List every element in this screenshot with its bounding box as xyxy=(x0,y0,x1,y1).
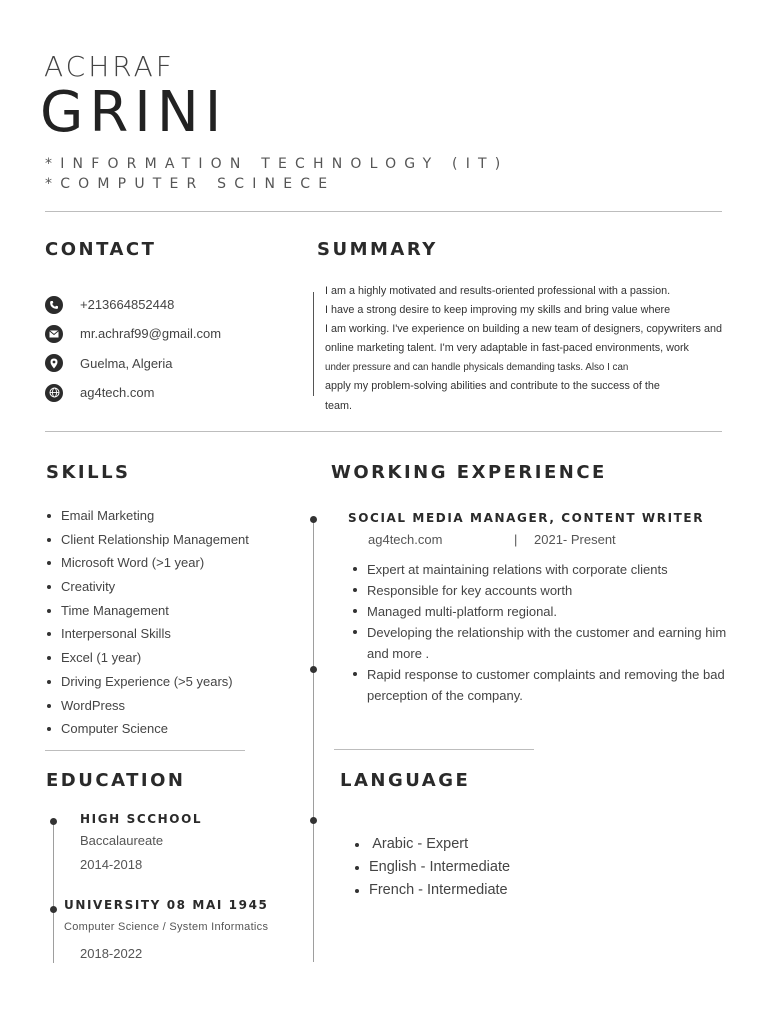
summary-text xyxy=(325,282,765,416)
language-item: French - Intermediate xyxy=(353,880,510,903)
skill-item: Microsoft Word (>1 year) xyxy=(45,554,249,578)
skill-item: Interpersonal Skills xyxy=(45,625,249,649)
contact-website[interactable] xyxy=(45,378,221,407)
contact-location xyxy=(45,349,221,378)
timeline-dot-language xyxy=(310,817,317,824)
education-degree: Baccalaureate xyxy=(80,833,164,848)
timeline-line xyxy=(313,518,314,962)
timeline-dot-mid xyxy=(310,666,317,673)
phone-icon xyxy=(45,296,63,314)
education-timeline xyxy=(53,819,54,963)
summary-line: online marketing talent. I'm very adaptable in fast-paced environments, work xyxy=(325,342,689,355)
education-dot-1 xyxy=(50,818,57,825)
first-name: ACHRAF xyxy=(44,50,175,83)
job-period: 2021- Present xyxy=(534,532,616,547)
skill-item: Computer Science xyxy=(45,720,249,744)
education-school: UNIVERSITY 08 MAI 1945 xyxy=(64,898,269,912)
experience-underline xyxy=(334,749,534,750)
skill-item: Creativity xyxy=(45,578,249,602)
skill-item: Client Relationship Management xyxy=(45,531,249,555)
experience-item: Managed multi-platform regional. xyxy=(351,601,751,622)
experience-item: Developing the relationship with the customer and earning him and more . xyxy=(351,622,751,664)
summary-title: SUMMARY xyxy=(317,239,438,260)
location-icon xyxy=(45,354,63,372)
language-item: English - Intermediate xyxy=(353,857,510,880)
contact-email[interactable] xyxy=(45,319,221,348)
summary-bar xyxy=(313,292,314,396)
globe-icon xyxy=(45,384,63,402)
skill-item: Driving Experience (>5 years) xyxy=(45,673,249,697)
education-dot-2 xyxy=(50,906,57,913)
divider-middle xyxy=(45,431,722,432)
job-company: ag4tech.com xyxy=(368,532,443,547)
skill-item: Email Marketing xyxy=(45,507,249,531)
language-list xyxy=(353,834,510,903)
experience-title: WORKING EXPERIENCE xyxy=(331,462,607,483)
skills-list xyxy=(45,507,249,744)
subtitle-it: *INFORMATION TECHNOLOGY (IT) xyxy=(45,156,509,172)
language-item: Arabic - Expert xyxy=(353,834,510,857)
contact-location-text: Guelma, Algeria xyxy=(80,355,173,371)
experience-item: Expert at maintaining relations with corporate clients xyxy=(351,559,751,580)
education-degree: Computer Science / System Informatics xyxy=(64,921,269,933)
experience-item: Responsible for key accounts worth xyxy=(351,580,751,601)
skills-underline xyxy=(45,750,245,751)
contact-phone-text: +213664852448 xyxy=(80,297,175,313)
education-years: 2018-2022 xyxy=(80,946,143,961)
skill-item: WordPress xyxy=(45,697,249,721)
language-title: LANGUAGE xyxy=(340,770,471,791)
contact-title: CONTACT xyxy=(45,239,157,260)
summary-line: apply my problem-solving abilities and contribute to the success of the xyxy=(325,380,660,393)
summary-line: I have a strong desire to keep improving my skills and bring value where xyxy=(325,304,671,317)
job-title: SOCIAL MEDIA MANAGER, CONTENT WRITER xyxy=(348,511,705,525)
divider-top xyxy=(45,211,722,212)
job-separator: | xyxy=(514,532,518,547)
education-years: 2014-2018 xyxy=(80,857,143,872)
contact-list xyxy=(45,290,221,407)
timeline-dot-job xyxy=(310,516,317,523)
subtitle-cs: *COMPUTER SCINECE xyxy=(45,176,336,192)
skills-title: SKILLS xyxy=(46,462,131,483)
experience-bullets xyxy=(351,559,751,706)
contact-website-text: ag4tech.com xyxy=(80,385,155,401)
summary-line: I am a highly motivated and results-oriented professional with a passion. xyxy=(325,285,671,297)
contact-phone[interactable] xyxy=(45,290,221,319)
experience-item: Rapid response to customer complaints and removing the bad perception of the company. xyxy=(351,664,751,706)
education-title: EDUCATION xyxy=(46,770,186,791)
last-name: GRINI xyxy=(40,80,228,145)
skill-item: Excel (1 year) xyxy=(45,649,249,673)
education-school: HIGH SCCHOOL xyxy=(80,812,203,826)
summary-line: under pressure and can handle physicals demanding tasks. Also I can xyxy=(325,362,629,374)
summary-line: I am working. I've experience on building a new team of designers, copywriters and xyxy=(325,323,722,336)
skill-item: Time Management xyxy=(45,602,249,626)
email-icon xyxy=(45,325,63,343)
contact-email-text: mr.achraf99@gmail.com xyxy=(80,326,222,342)
summary-line: team. xyxy=(325,399,353,412)
